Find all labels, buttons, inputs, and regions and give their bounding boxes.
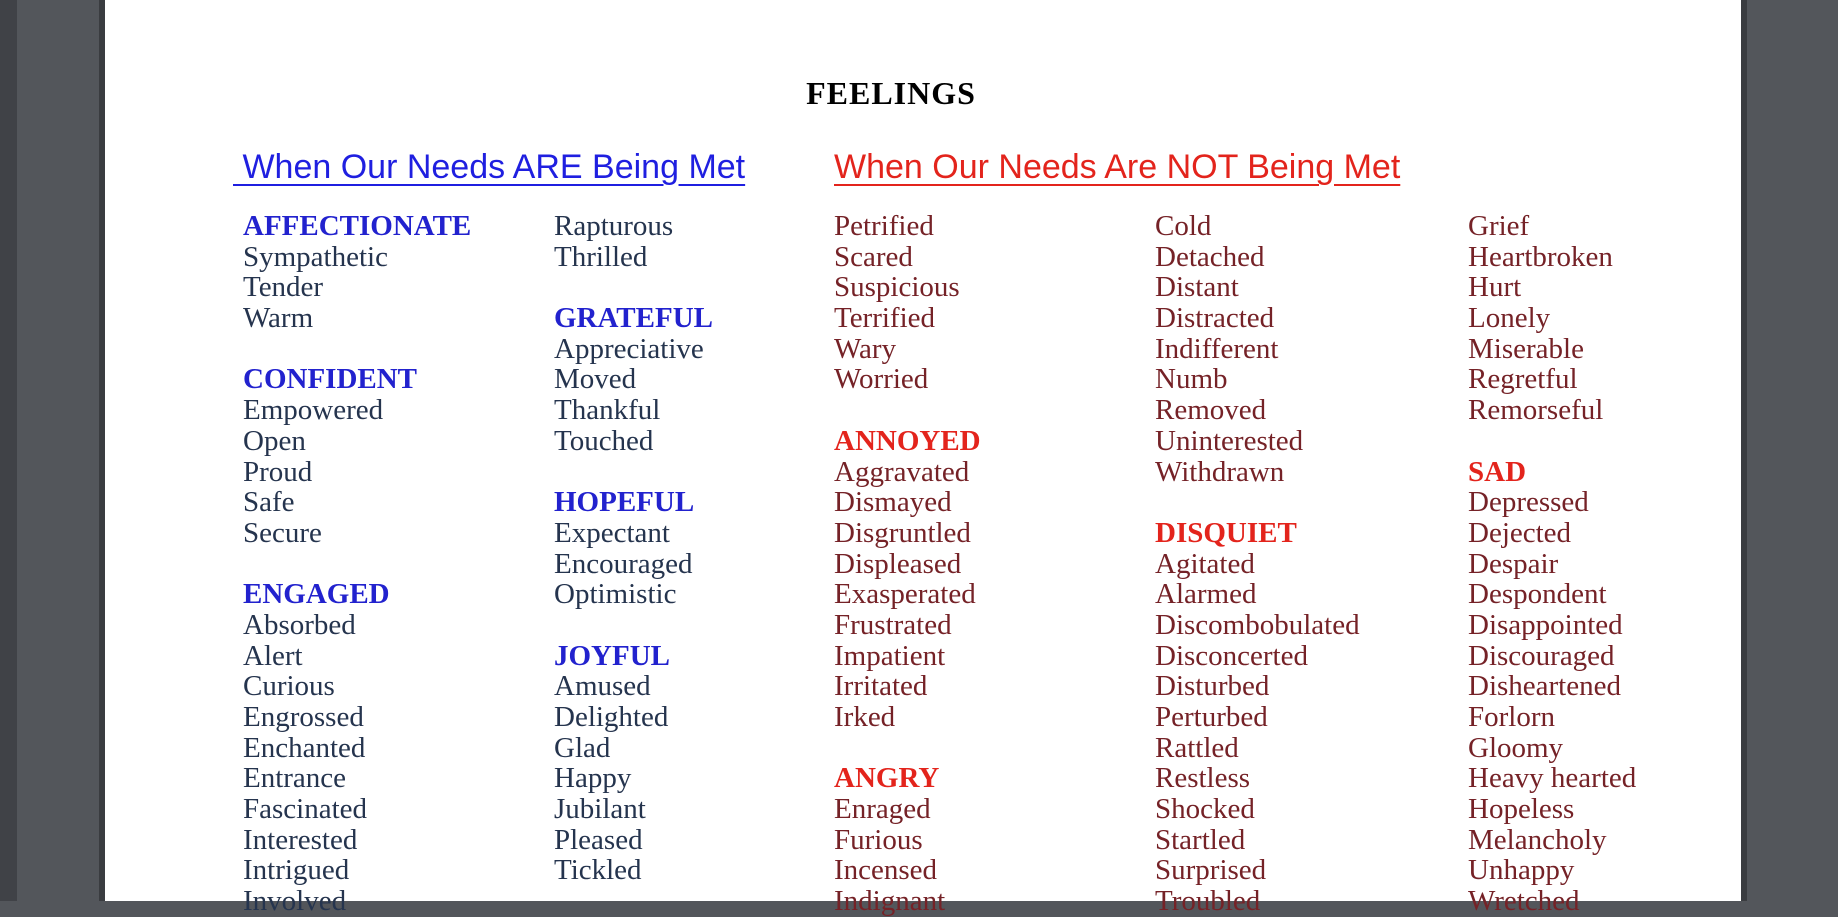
blank-row [554, 886, 859, 917]
feeling-word: Wary [834, 332, 897, 365]
feeling-word: Petrified [834, 210, 934, 242]
feeling-word: Enraged [834, 793, 931, 826]
feeling-word: Despondent [1468, 578, 1607, 611]
feeling-word: Thankful [554, 394, 661, 427]
feeling-word: Warm [243, 302, 314, 335]
feeling-word: Sympathetic [243, 240, 388, 273]
feeling-word: Numb [1155, 363, 1228, 396]
feeling-word: Scared [834, 240, 913, 273]
feeling-word: Displeased [834, 547, 962, 580]
feeling-word: Dismayed [834, 486, 952, 519]
feeling-word: Safe [243, 486, 295, 519]
feeling-word: Lonely [1468, 302, 1551, 335]
feeling-word: Shocked [1155, 793, 1255, 826]
feeling-word: Regretful [1468, 363, 1578, 396]
category-header: ANNOYED [834, 424, 981, 457]
feeling-word: Surprised [1155, 854, 1267, 887]
window-left-edge [0, 0, 17, 901]
blank-row [554, 272, 859, 303]
feeling-word: Terrified [834, 302, 936, 335]
feelings-column-4 [1155, 211, 1460, 917]
blank-row [834, 733, 1139, 764]
blank-row [243, 334, 548, 365]
category-header: AFFECTIONATE [243, 210, 472, 242]
feeling-word: Indignant [834, 885, 946, 917]
feeling-word: Tickled [554, 854, 642, 887]
feeling-word: Intrigued [243, 854, 350, 887]
feeling-word: Rapturous [554, 210, 674, 242]
feeling-word: Interested [243, 823, 358, 856]
feeling-word: Gloomy [1468, 731, 1564, 764]
feeling-word: Fascinated [243, 793, 368, 826]
feeling-word: Alert [243, 639, 303, 672]
feeling-word: Open [243, 424, 306, 457]
feeling-word: Amused [554, 670, 651, 703]
feeling-word: Appreciative [554, 332, 704, 365]
feeling-word: Wretched [1468, 885, 1580, 917]
category-header: JOYFUL [554, 639, 670, 672]
blank-row [554, 610, 859, 641]
feeling-word: Exasperated [834, 578, 976, 611]
feeling-word: Happy [554, 762, 632, 795]
feeling-word: Moved [554, 363, 637, 396]
category-header: GRATEFUL [554, 302, 713, 335]
blank-row [1468, 426, 1773, 457]
section-heading-needs-met: When Our Needs ARE Being Met [233, 148, 746, 186]
blank-row [243, 549, 548, 580]
feeling-word: Startled [1155, 823, 1246, 856]
feeling-word: Restless [1155, 762, 1251, 795]
feeling-word: Remorseful [1468, 394, 1604, 427]
feeling-word: Agitated [1155, 547, 1255, 580]
feeling-word: Rattled [1155, 731, 1239, 764]
section-heading-needs-not-met: When Our Needs Are NOT Being Met [834, 148, 1401, 186]
feeling-word: Withdrawn [1155, 455, 1285, 488]
feeling-word: Irked [834, 701, 896, 733]
feeling-word: Optimistic [554, 578, 677, 611]
feeling-word: Impatient [834, 639, 946, 672]
document-title: FEELINGS [806, 75, 976, 111]
feeling-word: Thrilled [554, 240, 648, 273]
feeling-word: Perturbed [1155, 701, 1268, 733]
feeling-word: Expectant [554, 516, 670, 549]
feeling-word: Enchanted [243, 731, 366, 764]
feeling-word: Disheartened [1468, 670, 1621, 703]
feeling-word: Disgruntled [834, 516, 971, 549]
feeling-word: Heavy hearted [1468, 762, 1637, 795]
feeling-word: Alarmed [1155, 578, 1257, 611]
feeling-word: Disturbed [1155, 670, 1270, 703]
feeling-word: Dejected [1468, 516, 1572, 549]
feeling-word: Engrossed [243, 701, 364, 733]
feeling-word: Worried [834, 363, 929, 396]
category-header: HOPEFUL [554, 486, 695, 519]
feeling-word: Despair [1468, 547, 1559, 580]
blank-row [1155, 487, 1460, 518]
feeling-word: Troubled [1155, 885, 1261, 917]
feeling-word: Tender [243, 271, 324, 304]
feelings-column-2 [554, 211, 859, 917]
category-header: ANGRY [834, 762, 940, 795]
feeling-word: Proud [243, 455, 313, 488]
category-header: DISQUIET [1155, 516, 1297, 549]
feeling-word: Empowered [243, 394, 384, 427]
feeling-word: Delighted [554, 701, 669, 733]
feeling-word: Removed [1155, 394, 1267, 427]
document-page [99, 0, 1747, 917]
feeling-word: Jubilant [554, 793, 646, 826]
feeling-word: Frustrated [834, 608, 952, 641]
feeling-word: Depressed [1468, 486, 1589, 519]
feeling-word: Unhappy [1468, 854, 1575, 887]
feeling-word: Touched [554, 424, 654, 457]
feeling-word: Suspicious [834, 271, 960, 304]
feeling-word: Hopeless [1468, 793, 1575, 826]
feeling-word: Detached [1155, 240, 1265, 273]
feeling-word: Pleased [554, 823, 643, 856]
feelings-column-5 [1468, 211, 1773, 917]
feeling-word: Heartbroken [1468, 240, 1613, 273]
feeling-word: Secure [243, 516, 322, 549]
feeling-word: Curious [243, 670, 335, 703]
feeling-word: Glad [554, 731, 611, 764]
feeling-word: Discouraged [1468, 639, 1615, 672]
feeling-word: Involved [243, 885, 347, 917]
feeling-word: Cold [1155, 210, 1212, 242]
feeling-word: Grief [1468, 210, 1530, 242]
category-header: ENGAGED [243, 578, 390, 611]
feeling-word: Incensed [834, 854, 938, 887]
blank-row [554, 457, 859, 488]
feelings-column-1 [243, 211, 548, 917]
feeling-word: Furious [834, 823, 923, 856]
feeling-word: Encouraged [554, 547, 693, 580]
feeling-word: Absorbed [243, 608, 356, 641]
feeling-word: Uninterested [1155, 424, 1304, 457]
feeling-word: Melancholy [1468, 823, 1607, 856]
feelings-column-3 [834, 211, 1139, 917]
blank-row [834, 395, 1139, 426]
feeling-word: Hurt [1468, 271, 1522, 304]
category-header: CONFIDENT [243, 363, 418, 396]
feeling-word: Distant [1155, 271, 1239, 304]
feeling-word: Disconcerted [1155, 639, 1308, 672]
category-header: SAD [1468, 455, 1527, 488]
feeling-word: Entrance [243, 762, 347, 795]
feeling-word: Forlorn [1468, 701, 1555, 733]
feeling-word: Disappointed [1468, 608, 1623, 641]
feeling-word: Discombobulated [1155, 608, 1360, 641]
feeling-word: Miserable [1468, 332, 1584, 365]
feeling-word: Aggravated [834, 455, 970, 488]
feeling-word: Distracted [1155, 302, 1275, 335]
feeling-word: Irritated [834, 670, 928, 703]
feeling-word: Indifferent [1155, 332, 1279, 365]
